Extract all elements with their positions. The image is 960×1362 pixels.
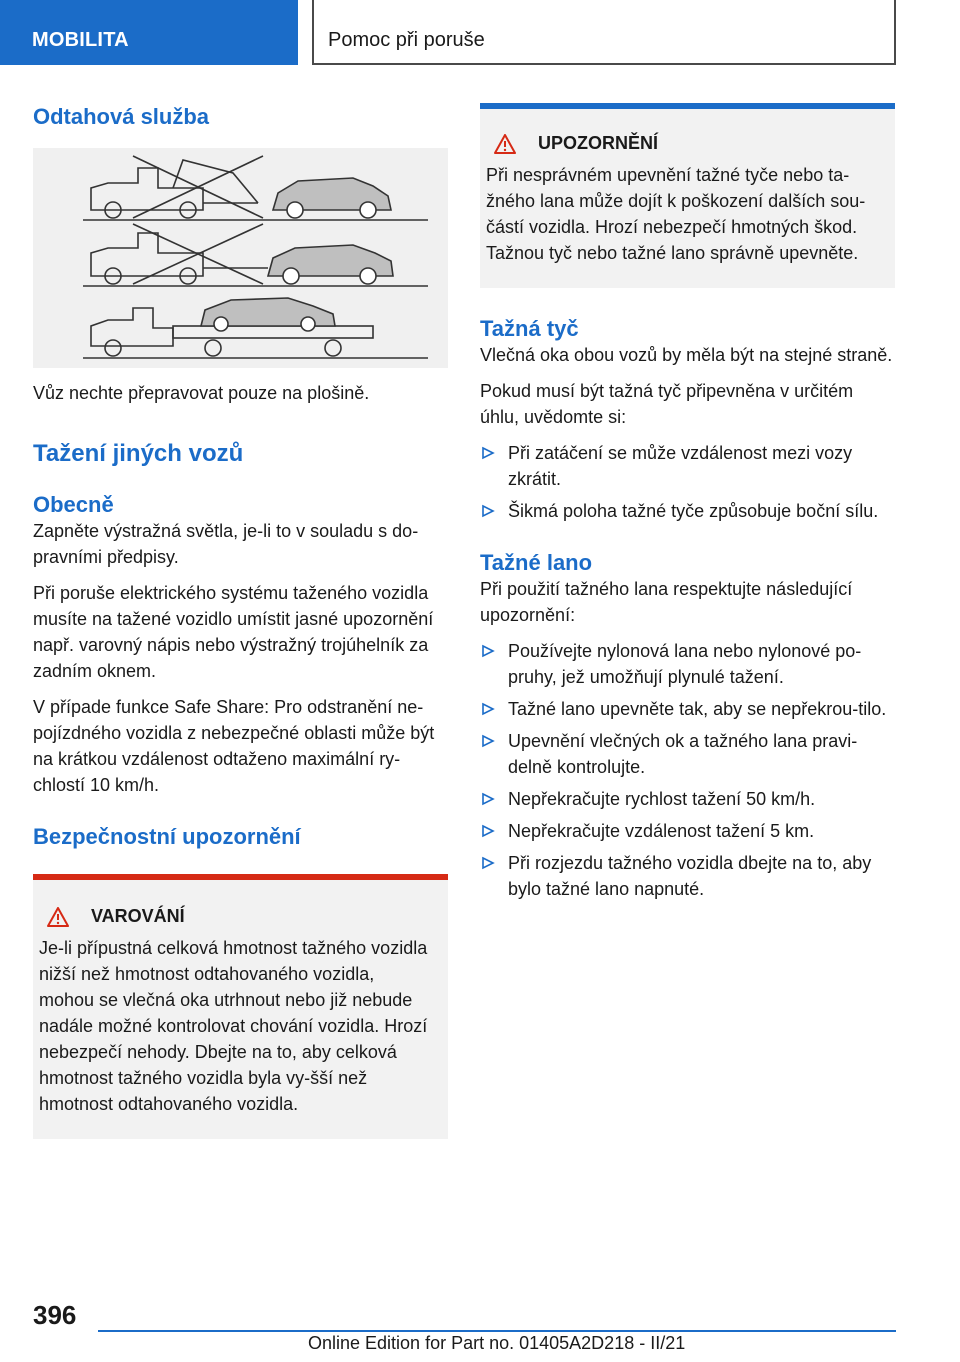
list-item-text: Při zatáčení se může vzdálenost mezi vozy zkrátit. xyxy=(508,443,853,489)
paragraph-tow-eyes: Vlečná oka obou vozů by měla být na stejné straně. xyxy=(480,345,893,365)
caution-text: Při nesprávném upevnění tažné tyče nebo ta-žného lana může dojít k poškození dalších sou-částí vozidla. Hrozí nebezpečí hmotných škod. Tažnou tyč nebo tažné lano správně upevněte. xyxy=(486,165,866,263)
list-item-text: Při rozjezdu tažného vozidla dbejte na to, aby bylo tažné lano napnuté. xyxy=(508,853,872,899)
caution-box xyxy=(480,103,895,288)
list-item-text: Tažné lano upevněte tak, aby se nepřekrou-tilo. xyxy=(508,699,887,719)
triangle-bullet-icon xyxy=(481,824,495,838)
list-item xyxy=(480,440,895,492)
list-item xyxy=(480,818,895,844)
paragraph-tow-rope-intro: Při použití tažného lana respektujte následující upozornění: xyxy=(480,579,853,625)
warning-box xyxy=(33,874,448,1139)
heading-general: Obecně xyxy=(33,492,114,517)
warning-title: VAROVÁNÍ xyxy=(91,906,185,926)
list-item xyxy=(480,850,895,902)
heading-safety: Bezpečnostní upozornění xyxy=(33,824,301,849)
towing-methods-drawing xyxy=(33,148,448,368)
edition-text: Online Edition for Part no. 01405A2D218 - II/21 xyxy=(308,1333,686,1353)
list-item-text: Používejte nylonová lana nebo nylonové po-pruhy, jež umožňují plynulé tažení. xyxy=(508,641,862,687)
list-item xyxy=(480,696,895,722)
tow-rope-list xyxy=(480,638,895,902)
list-item-text: Nepřekračujte vzdálenost tažení 5 km. xyxy=(508,821,815,841)
warning-text: Je-li přípustná celková hmotnost tažného vozidla nižší než hmotnost odtahovaného vozidla, mohou se vlečná oka utrhnout nebo již nebude nadále možné kontrolovat chování vozidla. Hrozí nebezpečí nehody. Dbejte na to, aby celková hmotnost tažného vozidla byla vy-šší než hmotnost odtahovaného vozidla. xyxy=(39,938,428,1114)
triangle-bullet-icon xyxy=(481,792,495,806)
caution-title: UPOZORNĚNÍ xyxy=(538,133,659,153)
right-column xyxy=(480,103,895,908)
triangle-bullet-icon xyxy=(481,504,495,518)
page-number: 396 xyxy=(33,1300,77,1330)
heading-tow-rope: Tažné lano xyxy=(480,550,593,575)
warning-triangle-icon xyxy=(47,907,69,927)
triangle-bullet-icon xyxy=(481,734,495,748)
heading-tow-bar: Tažná tyč xyxy=(480,316,579,341)
list-item-text: Upevnění vlečných ok a tažného lana pravi-delně kontrolujte. xyxy=(508,731,858,777)
paragraph-electrical-failure: Při poruše elektrického systému taženého vozidla musíte na tažené vozidlo umístit jasné upozornění např. varovný nápis nebo výstražný trojúhelník za zadním oknem. xyxy=(33,583,434,681)
warning-triangle-icon xyxy=(494,134,516,154)
warning-title-row xyxy=(39,906,430,927)
list-item xyxy=(480,786,895,812)
list-item xyxy=(480,638,895,690)
tow-bar-list xyxy=(480,440,895,524)
triangle-bullet-icon xyxy=(481,856,495,870)
list-item xyxy=(480,728,895,780)
header-section: MOBILITA xyxy=(0,0,298,65)
paragraph-tow-bar-angle: Pokud musí být tažná tyč připevněna v určitém úhlu, uvědomte si: xyxy=(480,381,854,427)
paragraph-hazard-lights: Zapněte výstražná světla, je-li to v souladu s do-pravními předpisy. xyxy=(33,521,419,567)
footer-edition xyxy=(308,1333,685,1354)
footer-divider xyxy=(98,1330,896,1332)
list-item xyxy=(480,498,895,524)
illustration-caption: Vůz nechte přepravovat pouze na plošině. xyxy=(33,383,370,403)
triangle-bullet-icon xyxy=(481,702,495,716)
heading-towing-other: Tažení jiných vozů xyxy=(33,440,244,467)
triangle-bullet-icon xyxy=(481,446,495,460)
left-column xyxy=(33,100,448,1139)
towing-illustration xyxy=(33,148,448,368)
list-item-text: Nepřekračujte rychlost tažení 50 km/h. xyxy=(508,789,816,809)
heading-towing-service: Odtahová služba xyxy=(33,104,210,129)
caution-title-row xyxy=(486,133,877,154)
list-item-text: Šikmá poloha tažné tyče způsobuje boční sílu. xyxy=(508,501,879,521)
triangle-bullet-icon xyxy=(481,644,495,658)
header-chapter: Pomoc při poruše xyxy=(312,0,896,65)
paragraph-safe-share: V případe funkce Safe Share: Pro odstranění ne-pojízdného vozidla z nebezpečné oblasti může být na krátkou vzdálenost odtaženo maximální ry-chlostí 10 km/h. xyxy=(33,697,435,795)
